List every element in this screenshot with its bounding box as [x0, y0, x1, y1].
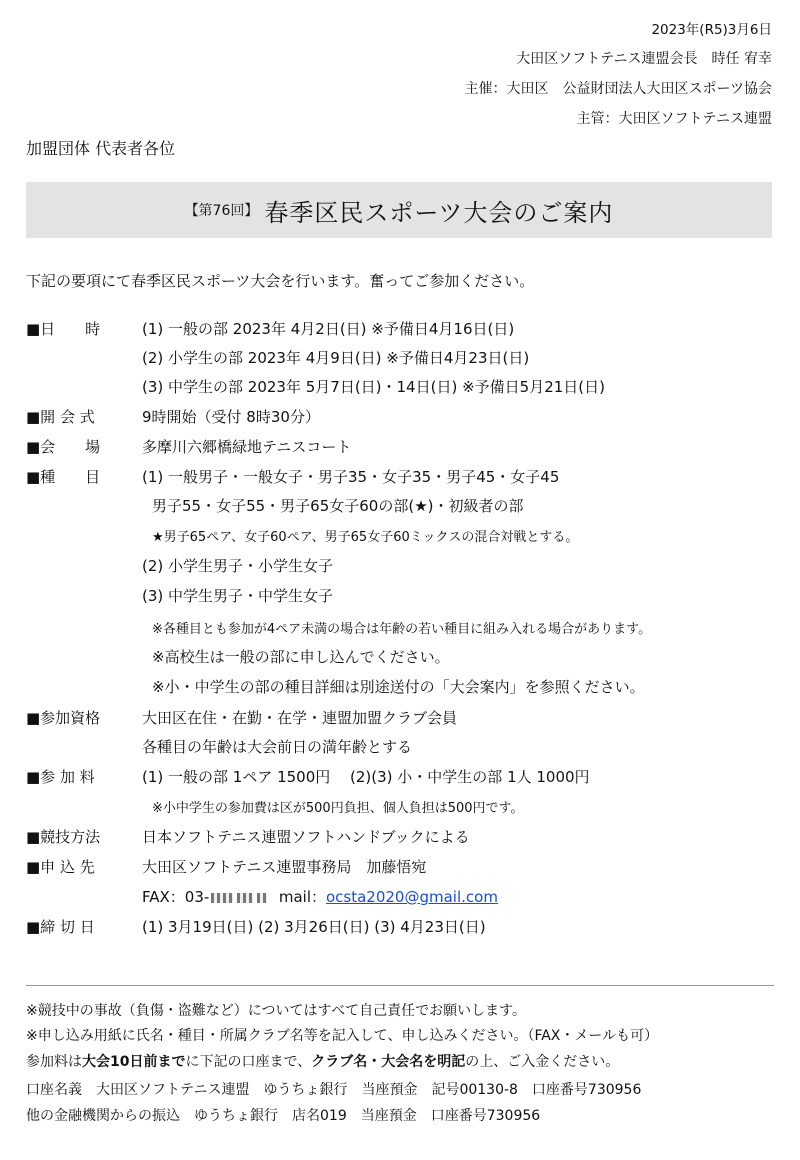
footer-note: ※申し込み用紙に氏名・種目・所属クラブ名等を記入して、申し込みください。（FAX・メールも可） — [26, 1028, 659, 1044]
divider — [26, 985, 774, 986]
fee-label: ■参 加 料 — [26, 768, 95, 786]
venue-label: ■会 場 — [26, 438, 101, 456]
payment-text: の上、ご入金ください。 — [465, 1054, 620, 1070]
method-value: 日本ソフトテニス連盟ソフトハンドブックによる — [142, 828, 470, 846]
payment-requirement: クラブ名・大会名を明記 — [311, 1054, 466, 1070]
intro-text: 下記の要項にて春季区民スポーツ大会を行います。奮ってご参加ください。 — [26, 272, 535, 290]
events-line: (3) 中学生男子・中学生女子 — [142, 587, 334, 605]
payment-instruction — [26, 1051, 619, 1071]
mail-label: mail： — [278, 888, 326, 906]
footer-note: ※競技中の事故（負傷・盗難など）についてはすべて自己責任でお願いします。 — [26, 1003, 527, 1019]
eligibility-line: 各種目の年齢は大会前日の満年齢とする — [142, 738, 413, 756]
events-note: ※小・中学生の部の種目詳細は別途送付の「大会案内」を参照ください。 — [152, 678, 645, 696]
redacted-fax-number — [257, 893, 267, 903]
fee-line: (1) 一般の部 1ペア 1500円 (2)(3) 小・中学生の部 1人 1000円 — [142, 768, 590, 786]
email-link[interactable]: ocsta2020@gmail.com — [325, 888, 498, 906]
events-line: (2) 小学生男子・小学生女子 — [142, 557, 334, 575]
events-line: (1) 一般男子・一般女子・男子35・女子35・男子45・女子45 — [142, 468, 560, 486]
issue-date: 2023年(R5)3月6日 — [651, 22, 772, 38]
schedule-line: (1) 一般の部 2023年 4月2日(日) ※予備日4月16日(日) — [142, 320, 515, 338]
page-title: 春季区民スポーツ大会のご案内 — [264, 198, 614, 227]
apply-label: ■申 込 先 — [26, 858, 95, 876]
method-label: ■競技方法 — [26, 828, 101, 846]
events-note: ※各種目とも参加が4ペア未満の場合は年齢の若い種目に組み入れる場合があります。 — [152, 622, 652, 637]
title-prefix: 【第76回】 — [184, 203, 259, 219]
schedule-label: ■日 時 — [26, 320, 101, 338]
bank-transfer-line: 他の金融機関からの振込 ゆうちょ銀行 店名019 当座預金 口座番号730956 — [26, 1108, 541, 1124]
deadline-value: (1) 3月19日(日) (2) 3月26日(日) (3) 4月23日(日) — [142, 918, 486, 936]
schedule-line: (2) 小学生の部 2023年 4月9日(日) ※予備日4月23日(日) — [142, 349, 530, 367]
schedule-line: (3) 中学生の部 2023年 5月7日(日)・14日(日) ※予備日5月21日(日) — [142, 378, 605, 396]
events-label: ■種 目 — [26, 468, 101, 486]
sender-line: 大田区ソフトテニス連盟会長 時任 宥幸 — [516, 51, 772, 67]
title-banner — [26, 182, 772, 238]
venue-value: 多摩川六郷橋緑地テニスコート — [142, 438, 352, 456]
events-note: ※高校生は一般の部に申し込んでください。 — [152, 648, 450, 666]
apply-contact-line — [142, 886, 498, 907]
eligibility-label: ■参加資格 — [26, 709, 101, 727]
redacted-fax-number — [211, 893, 233, 903]
opening-label: ■開 会 式 — [26, 408, 95, 426]
apply-line: 大田区ソフトテニス連盟事務局 加藤悟宛 — [142, 858, 427, 876]
fax-label: FAX：03- — [142, 888, 210, 906]
opening-value: 9時開始（受付 8時30分） — [142, 408, 320, 426]
fee-note: ※小中学生の参加費は区が500円負担、個人負担は500円です。 — [152, 801, 524, 816]
payment-deadline: 大会10日前まで — [82, 1054, 186, 1070]
manager-line: 主管：大田区ソフトテニス連盟 — [576, 111, 772, 127]
events-line: 男子55・女子55・男子65女子60の部(★)・初級者の部 — [152, 497, 524, 515]
payment-text: 参加料は — [26, 1054, 82, 1070]
payment-text: に下記の口座まで、 — [185, 1054, 312, 1070]
redacted-fax-number — [237, 893, 253, 903]
deadline-label: ■締 切 日 — [26, 918, 95, 936]
organizer-line: 主催：大田区 公益財団法人大田区スポーツ協会 — [464, 81, 772, 97]
events-note: ★男子65ペア、女子60ペア、男子65女子60ミックスの混合対戦とする。 — [152, 530, 579, 545]
bank-account-line: 口座名義 大田区ソフトテニス連盟 ゆうちょ銀行 当座預金 記号00130-8 口座番号730956 — [26, 1082, 642, 1098]
addressee: 加盟団体 代表者各位 — [26, 139, 176, 158]
eligibility-line: 大田区在住・在勤・在学・連盟加盟クラブ会員 — [142, 709, 458, 727]
